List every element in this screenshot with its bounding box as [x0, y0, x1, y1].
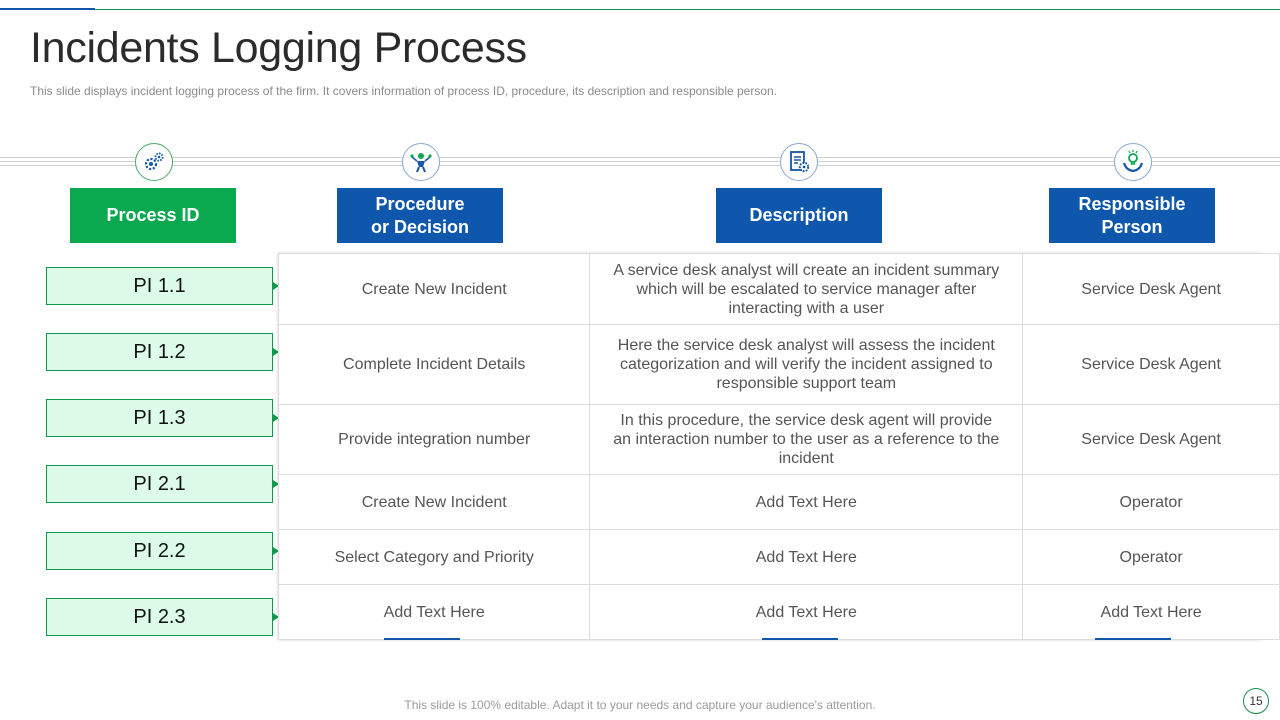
header-responsible-label: Responsible Person	[1078, 193, 1186, 237]
header-rule-upper	[0, 157, 1280, 158]
gears-icon	[141, 149, 167, 175]
process-id-label: PI 1.2	[133, 340, 186, 363]
table-row	[279, 585, 1280, 640]
column-icon-description	[780, 143, 818, 181]
responsible-cell: Service Desk Agent	[1023, 405, 1280, 475]
process-id-box	[46, 598, 273, 636]
table-row	[279, 254, 1280, 325]
process-id-label: PI 1.1	[133, 274, 186, 297]
footer-note: This slide is 100% editable. Adapt it to your needs and capture your audience's attention.	[404, 698, 876, 712]
description-cell: Add Text Here	[590, 475, 1023, 530]
column-icon-responsible	[1114, 143, 1152, 181]
header-procedure-label: Procedure or Decision	[370, 193, 470, 237]
responsible-cell: Service Desk Agent	[1023, 325, 1280, 405]
column-underline-procedure	[384, 638, 460, 640]
header-description: Description	[716, 188, 882, 243]
process-id-label: PI 2.2	[133, 539, 186, 562]
procedure-cell: Complete Incident Details	[279, 325, 590, 405]
process-id-box	[46, 532, 273, 570]
column-underline-responsible	[1095, 638, 1171, 640]
process-id-box	[46, 333, 273, 371]
top-accent-bar	[0, 8, 95, 10]
description-cell: Here the service desk analyst will assess the incident categorization and will verify the incident assigned to responsible support team	[590, 325, 1023, 405]
procedure-cell: Select Category and Priority	[279, 530, 590, 585]
procedure-cell: Create New Incident	[279, 475, 590, 530]
process-id-box	[46, 399, 273, 437]
process-id-box	[46, 267, 273, 305]
table-row	[279, 405, 1280, 475]
top-divider-line	[0, 9, 1280, 10]
idea-hands-icon	[1120, 149, 1146, 175]
description-cell: A service desk analyst will create an incident summary which will be escalated to service manager after interacting with a user	[590, 254, 1023, 325]
column-underline-description	[762, 638, 838, 640]
table-row	[279, 475, 1280, 530]
description-cell: In this procedure, the service desk agent will provide an interaction number to the user as a reference to the incident	[590, 405, 1023, 475]
page-number: 15	[1243, 688, 1269, 714]
header-responsible	[1049, 188, 1215, 243]
process-id-box	[46, 465, 273, 503]
header-rule-lower	[0, 165, 1280, 166]
responsible-cell: Operator	[1023, 475, 1280, 530]
table-row	[279, 325, 1280, 405]
header-rule-middle	[0, 161, 1280, 162]
responsible-cell: Operator	[1023, 530, 1280, 585]
process-id-label: PI 2.3	[133, 605, 186, 628]
procedure-cell: Provide integration number	[279, 405, 590, 475]
responsible-cell: Add Text Here	[1023, 585, 1280, 640]
column-icon-procedure	[402, 143, 440, 181]
header-process-id: Process ID	[70, 188, 236, 243]
column-icon-process-id	[135, 143, 173, 181]
table-row	[279, 530, 1280, 585]
description-cell: Add Text Here	[590, 585, 1023, 640]
page-subtitle: This slide displays incident logging process of the firm. It covers information of process ID, procedure, its description and responsible person.	[30, 84, 778, 98]
header-procedure	[337, 188, 503, 243]
person-network-icon	[408, 149, 434, 175]
procedure-cell: Create New Incident	[279, 254, 590, 325]
incident-process-table	[278, 253, 1280, 640]
process-id-label: PI 1.3	[133, 406, 186, 429]
document-settings-icon	[786, 149, 812, 175]
description-cell: Add Text Here	[590, 530, 1023, 585]
procedure-cell: Add Text Here	[279, 585, 590, 640]
responsible-cell: Service Desk Agent	[1023, 254, 1280, 325]
page-title: Incidents Logging Process	[30, 24, 527, 72]
process-id-label: PI 2.1	[133, 472, 186, 495]
